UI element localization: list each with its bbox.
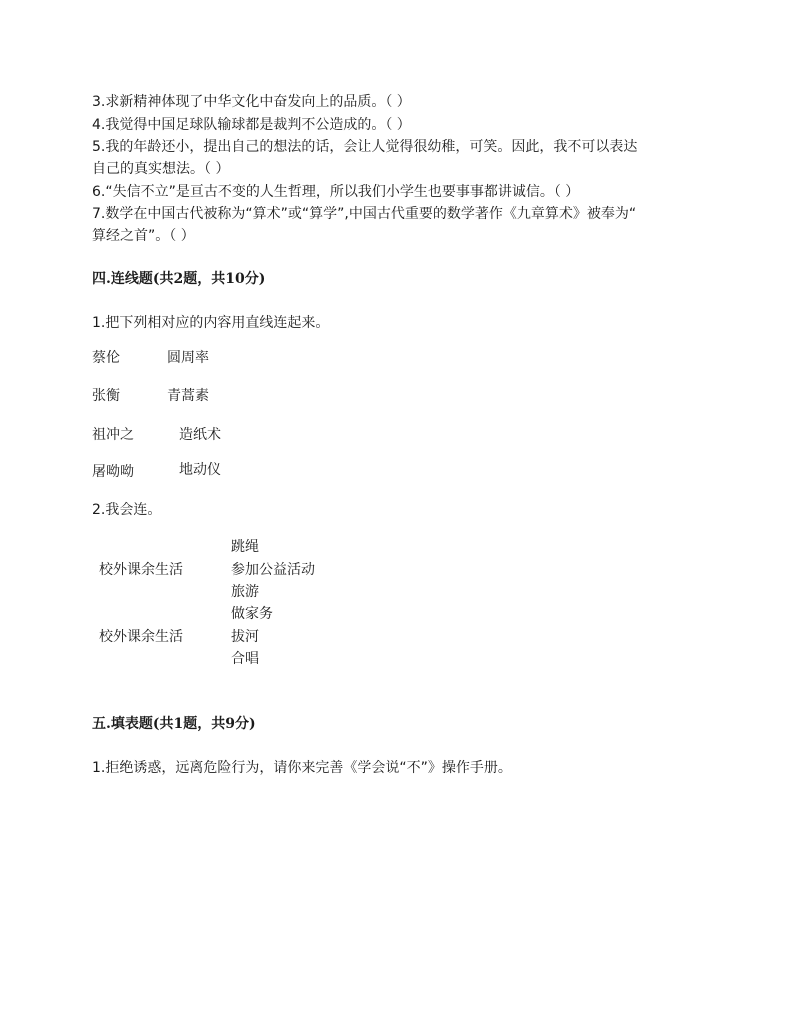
matching-q2-right-3: 旅游 xyxy=(231,584,259,600)
matching-q2-right-5: 拔河 xyxy=(231,629,259,645)
matching-q1-left-3: 祖冲之 xyxy=(92,427,134,443)
matching-q1-left-1: 蔡伦 xyxy=(92,350,120,366)
judgement-item-7-line1: 7.数学在中国古代被称为“算术”或“算学”,中国古代重要的数学著作《九章算术》被奉为“ xyxy=(92,206,637,222)
matching-q1-right-1: 圆周率 xyxy=(167,350,209,366)
matching-q1-left-2: 张衡 xyxy=(92,388,120,404)
fill-table-q1-prompt: 1.拒绝诱惑，远离危险行为，请你来完善《学会说“不”》操作手册。 xyxy=(92,760,512,776)
matching-q2-left-2: 校外课余生活 xyxy=(99,629,183,645)
matching-q2-right-6: 合唱 xyxy=(231,651,259,667)
judgement-item-7-line2: 算经之首”。（ ） xyxy=(92,228,195,244)
judgement-item-4: 4.我觉得中国足球队输球都是裁判不公造成的。（ ） xyxy=(92,117,411,133)
matching-q1-right-4: 地动仪 xyxy=(179,462,221,478)
matching-q1-right-3: 造纸术 xyxy=(179,427,221,443)
matching-q2-right-4: 做家务 xyxy=(231,606,273,622)
matching-q1-left-4: 屠呦呦 xyxy=(92,464,134,480)
judgement-item-3: 3.求新精神体现了中华文化中奋发向上的品质。（ ） xyxy=(92,94,411,110)
matching-q1-right-2: 青蒿素 xyxy=(167,388,209,404)
section-5-heading: 五.填表题(共1题，共9分) xyxy=(92,716,256,732)
matching-q2-right-1: 跳绳 xyxy=(231,539,259,555)
matching-q1-prompt: 1.把下列相对应的内容用直线连起来。 xyxy=(92,315,330,331)
judgement-item-6: 6.“失信不立”是亘古不变的人生哲理，所以我们小学生也要事事都讲诚信。（ ） xyxy=(92,184,580,200)
matching-q2-left-1: 校外课余生活 xyxy=(99,562,183,578)
matching-q2-right-2: 参加公益活动 xyxy=(231,562,315,578)
judgement-item-5-line1: 5.我的年龄还小，提出自己的想法的话，会让人觉得很幼稚，可笑。因此，我不可以表达 xyxy=(92,139,638,155)
matching-q2-prompt: 2.我会连。 xyxy=(92,502,162,518)
judgement-item-5-line2: 自己的真实想法。（ ） xyxy=(92,161,230,177)
section-4-heading: 四.连线题(共2题，共10分) xyxy=(92,271,266,287)
